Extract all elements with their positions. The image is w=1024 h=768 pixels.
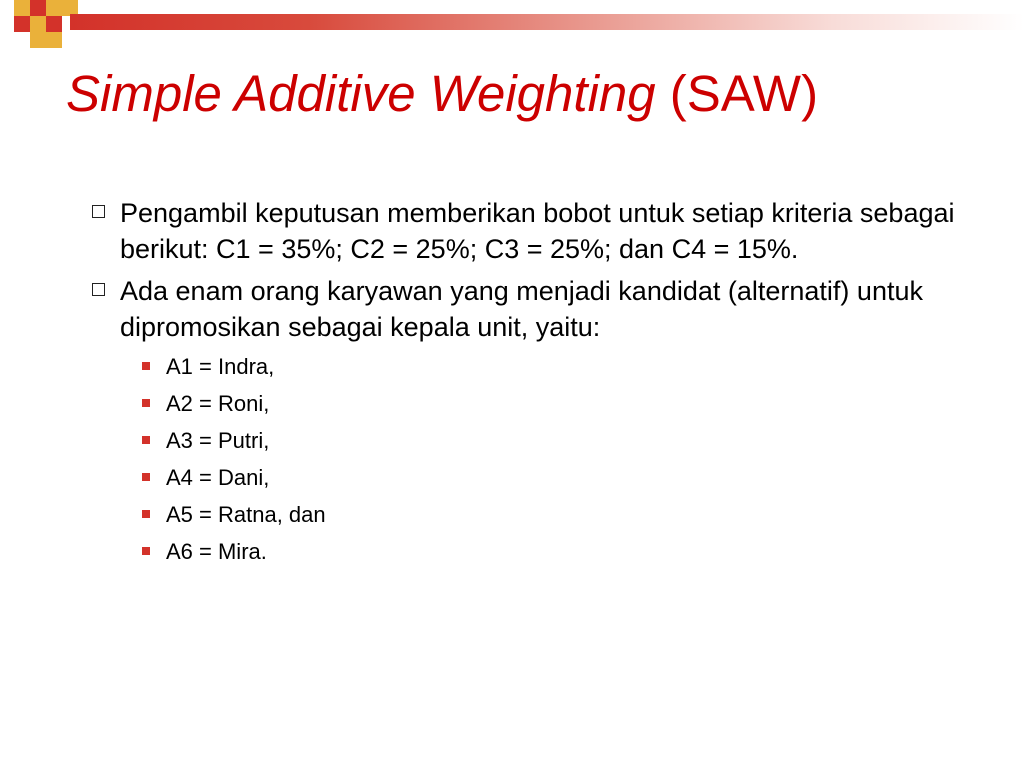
title-suffix: (SAW) bbox=[655, 65, 819, 122]
filled-square-bullet-icon bbox=[142, 436, 150, 444]
sub-bullet-text: A5 = Ratna, dan bbox=[166, 502, 326, 527]
sub-bullet-text: A4 = Dani, bbox=[166, 465, 270, 490]
bullet-list bbox=[92, 195, 1002, 575]
bullet-item bbox=[92, 273, 1002, 565]
sub-bullet-item bbox=[138, 427, 1002, 454]
decor-square bbox=[46, 32, 62, 48]
title-italic: Simple Additive Weighting bbox=[66, 65, 656, 122]
decor-square bbox=[30, 0, 46, 16]
decor-square bbox=[14, 16, 30, 32]
filled-square-bullet-icon bbox=[142, 473, 150, 481]
decor-square bbox=[46, 0, 62, 16]
bullet-text: Pengambil keputusan memberikan bobot untuk setiap kriteria sebagai berikut: C1 = 35%; C2 = 25%; C3 = 25%; dan C4 = 15%. bbox=[120, 198, 955, 264]
sub-bullet-text: A6 = Mira. bbox=[166, 539, 267, 564]
sub-bullet-text: A1 = Indra, bbox=[166, 354, 275, 379]
decor-square bbox=[14, 0, 30, 16]
sub-bullet-text: A2 = Roni, bbox=[166, 391, 270, 416]
sub-bullet-item bbox=[138, 353, 1002, 380]
filled-square-bullet-icon bbox=[142, 510, 150, 518]
filled-square-bullet-icon bbox=[142, 399, 150, 407]
sub-bullet-item bbox=[138, 501, 1002, 528]
sub-bullet-list bbox=[120, 353, 1002, 565]
hollow-square-bullet-icon bbox=[92, 205, 105, 218]
sub-bullet-item bbox=[138, 538, 1002, 565]
sub-bullet-item bbox=[138, 464, 1002, 491]
decor-square bbox=[46, 16, 62, 32]
decor-square bbox=[30, 16, 46, 32]
bullet-text: Ada enam orang karyawan yang menjadi kandidat (alternatif) untuk dipromosikan sebagai kepala unit, yaitu: bbox=[120, 276, 923, 342]
decor-square bbox=[30, 32, 46, 48]
filled-square-bullet-icon bbox=[142, 547, 150, 555]
sub-bullet-text: A3 = Putri, bbox=[166, 428, 270, 453]
bullet-item bbox=[92, 195, 1002, 267]
sub-bullet-item bbox=[138, 390, 1002, 417]
hollow-square-bullet-icon bbox=[92, 283, 105, 296]
header-gradient-bar bbox=[70, 14, 1024, 30]
slide-title bbox=[66, 66, 818, 122]
filled-square-bullet-icon bbox=[142, 362, 150, 370]
